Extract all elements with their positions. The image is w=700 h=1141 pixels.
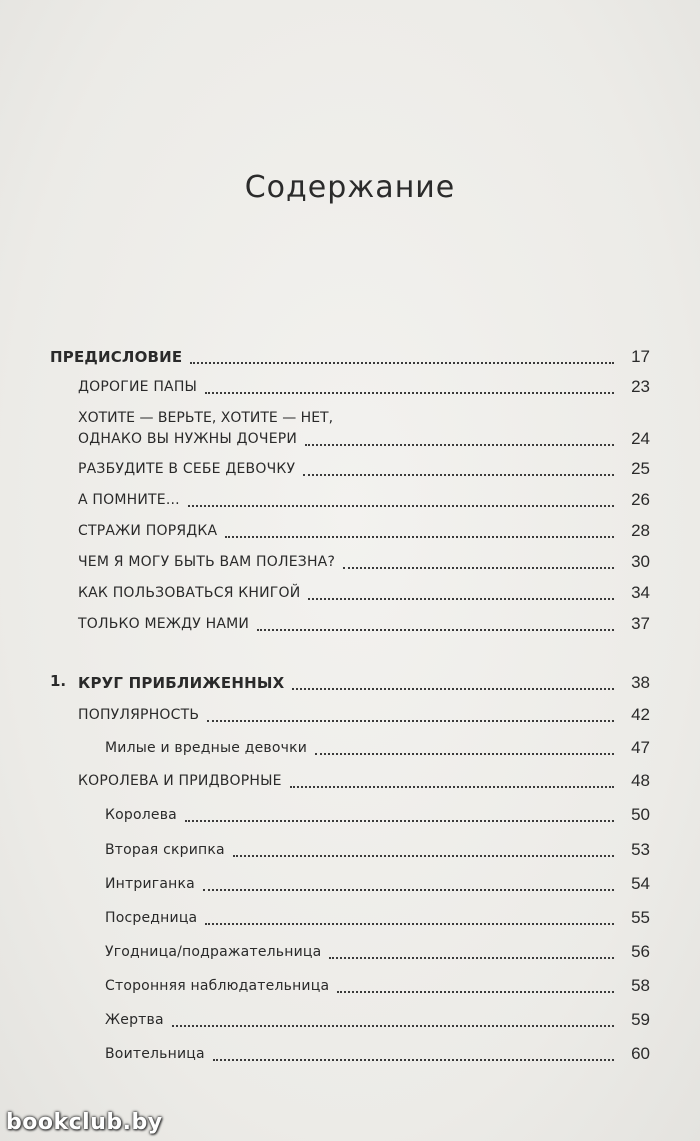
toc-entry	[105, 735, 650, 759]
toc-entry-page: 42	[631, 705, 650, 724]
toc-entry	[105, 1041, 650, 1065]
toc-entry	[105, 802, 650, 826]
toc-entry	[78, 768, 650, 792]
toc-entry-label: Жертва	[105, 1012, 164, 1028]
dot-leader	[315, 752, 614, 755]
toc-entry-chapter-1	[78, 670, 650, 694]
toc-entry-label: ПРЕДИСЛОВИЕ	[50, 348, 183, 366]
toc-entry	[105, 905, 650, 929]
toc-entry-page: 59	[631, 1010, 650, 1029]
toc-entry-page: 54	[631, 874, 650, 893]
toc-entry-page: 60	[631, 1044, 650, 1063]
dot-leader	[190, 361, 614, 364]
dot-leader	[207, 719, 614, 722]
toc-entry-page: 17	[631, 347, 650, 366]
toc-entry-label: Королева	[105, 807, 177, 823]
toc-entry-label-line1: ХОТИТЕ — ВЕРЬТЕ, ХОТИТЕ — НЕТ,	[78, 410, 334, 426]
toc-entry-label: ОДНАКО ВЫ НУЖНЫ ДОЧЕРИ	[78, 431, 298, 447]
toc-entry-page: 38	[631, 673, 650, 692]
toc-entry	[105, 939, 650, 963]
toc-entry	[78, 426, 650, 450]
toc-entry	[78, 702, 650, 726]
page-title: Содержание	[244, 170, 456, 205]
dot-leader	[337, 990, 614, 993]
toc-entry	[105, 871, 650, 895]
toc-entry-label: Угодница/подражательница	[105, 944, 322, 960]
site-watermark: bookclub.by	[6, 1110, 163, 1135]
dot-leader	[205, 391, 614, 394]
chapter-number: 1.	[50, 672, 67, 690]
toc-entry-page: 55	[631, 908, 650, 927]
toc-entry-page: 47	[631, 738, 650, 757]
toc-entry-label: РАЗБУДИТЕ В СЕБЕ ДЕВОЧКУ	[78, 461, 296, 477]
toc-entry-label: Воительница	[105, 1046, 205, 1062]
toc-entry-page: 26	[631, 490, 650, 509]
dot-leader	[308, 597, 614, 600]
toc-entry-label: ДОРОГИЕ ПАПЫ	[78, 379, 198, 395]
toc-entry-page: 30	[631, 552, 650, 571]
dot-leader	[292, 687, 614, 690]
dot-leader	[343, 566, 614, 569]
dot-leader	[290, 785, 614, 788]
dot-leader	[305, 443, 614, 446]
dot-leader	[329, 956, 614, 959]
toc-entry-label: Милые и вредные девочки	[105, 740, 308, 756]
toc-entry	[105, 837, 650, 861]
toc-entry-page: 25	[631, 459, 650, 478]
toc-entry	[105, 973, 650, 997]
toc-entry-label: Посредница	[105, 910, 198, 926]
toc-entry-label: ЧЕМ Я МОГУ БЫТЬ ВАМ ПОЛЕЗНА?	[78, 554, 336, 570]
toc-entry-page: 56	[631, 942, 650, 961]
toc-entry-page: 24	[631, 429, 650, 448]
dot-leader	[257, 628, 614, 631]
dot-leader	[213, 1058, 614, 1061]
toc-entry-label: А ПОМНИТЕ...	[78, 492, 180, 508]
dot-leader	[203, 888, 614, 891]
dot-leader	[233, 854, 614, 857]
toc-entry-page: 50	[631, 805, 650, 824]
toc-entry-label: Интриганка	[105, 876, 195, 892]
dot-leader	[205, 922, 614, 925]
dot-leader	[188, 504, 614, 507]
toc-entry-label: КОРОЛЕВА И ПРИДВОРНЫЕ	[78, 773, 282, 789]
toc-entry-label: СТРАЖИ ПОРЯДКА	[78, 523, 218, 539]
toc-entry-page: 48	[631, 771, 650, 790]
toc-entry	[78, 611, 650, 635]
toc-entry	[78, 580, 650, 604]
toc-entry-label: ТОЛЬКО МЕЖДУ НАМИ	[78, 616, 250, 632]
toc-entry	[78, 374, 650, 398]
dot-leader	[172, 1024, 614, 1027]
dot-leader	[185, 819, 614, 822]
toc-entry-page: 58	[631, 976, 650, 995]
toc-entry-page: 37	[631, 614, 650, 633]
dot-leader	[225, 535, 614, 538]
toc-entry-label: Вторая скрипка	[105, 842, 225, 858]
toc-entry	[78, 456, 650, 480]
toc-entry-page: 23	[631, 377, 650, 396]
dot-leader	[303, 473, 614, 476]
toc-entry	[78, 549, 650, 573]
toc-entry	[78, 518, 650, 542]
toc-entry-label: Сторонняя наблюдательница	[105, 978, 330, 994]
toc-entry-page: 34	[631, 583, 650, 602]
toc-entry-page: 53	[631, 840, 650, 859]
toc-entry-label: КАК ПОЛЬЗОВАТЬСЯ КНИГОЙ	[78, 585, 301, 601]
toc-entry-page: 28	[631, 521, 650, 540]
toc-entry-label: КРУГ ПРИБЛИЖЕННЫХ	[78, 674, 285, 692]
toc-entry	[78, 487, 650, 511]
toc-entry-preface	[50, 344, 650, 368]
toc-entry-label: ПОПУЛЯРНОСТЬ	[78, 707, 200, 723]
toc-entry	[105, 1007, 650, 1031]
